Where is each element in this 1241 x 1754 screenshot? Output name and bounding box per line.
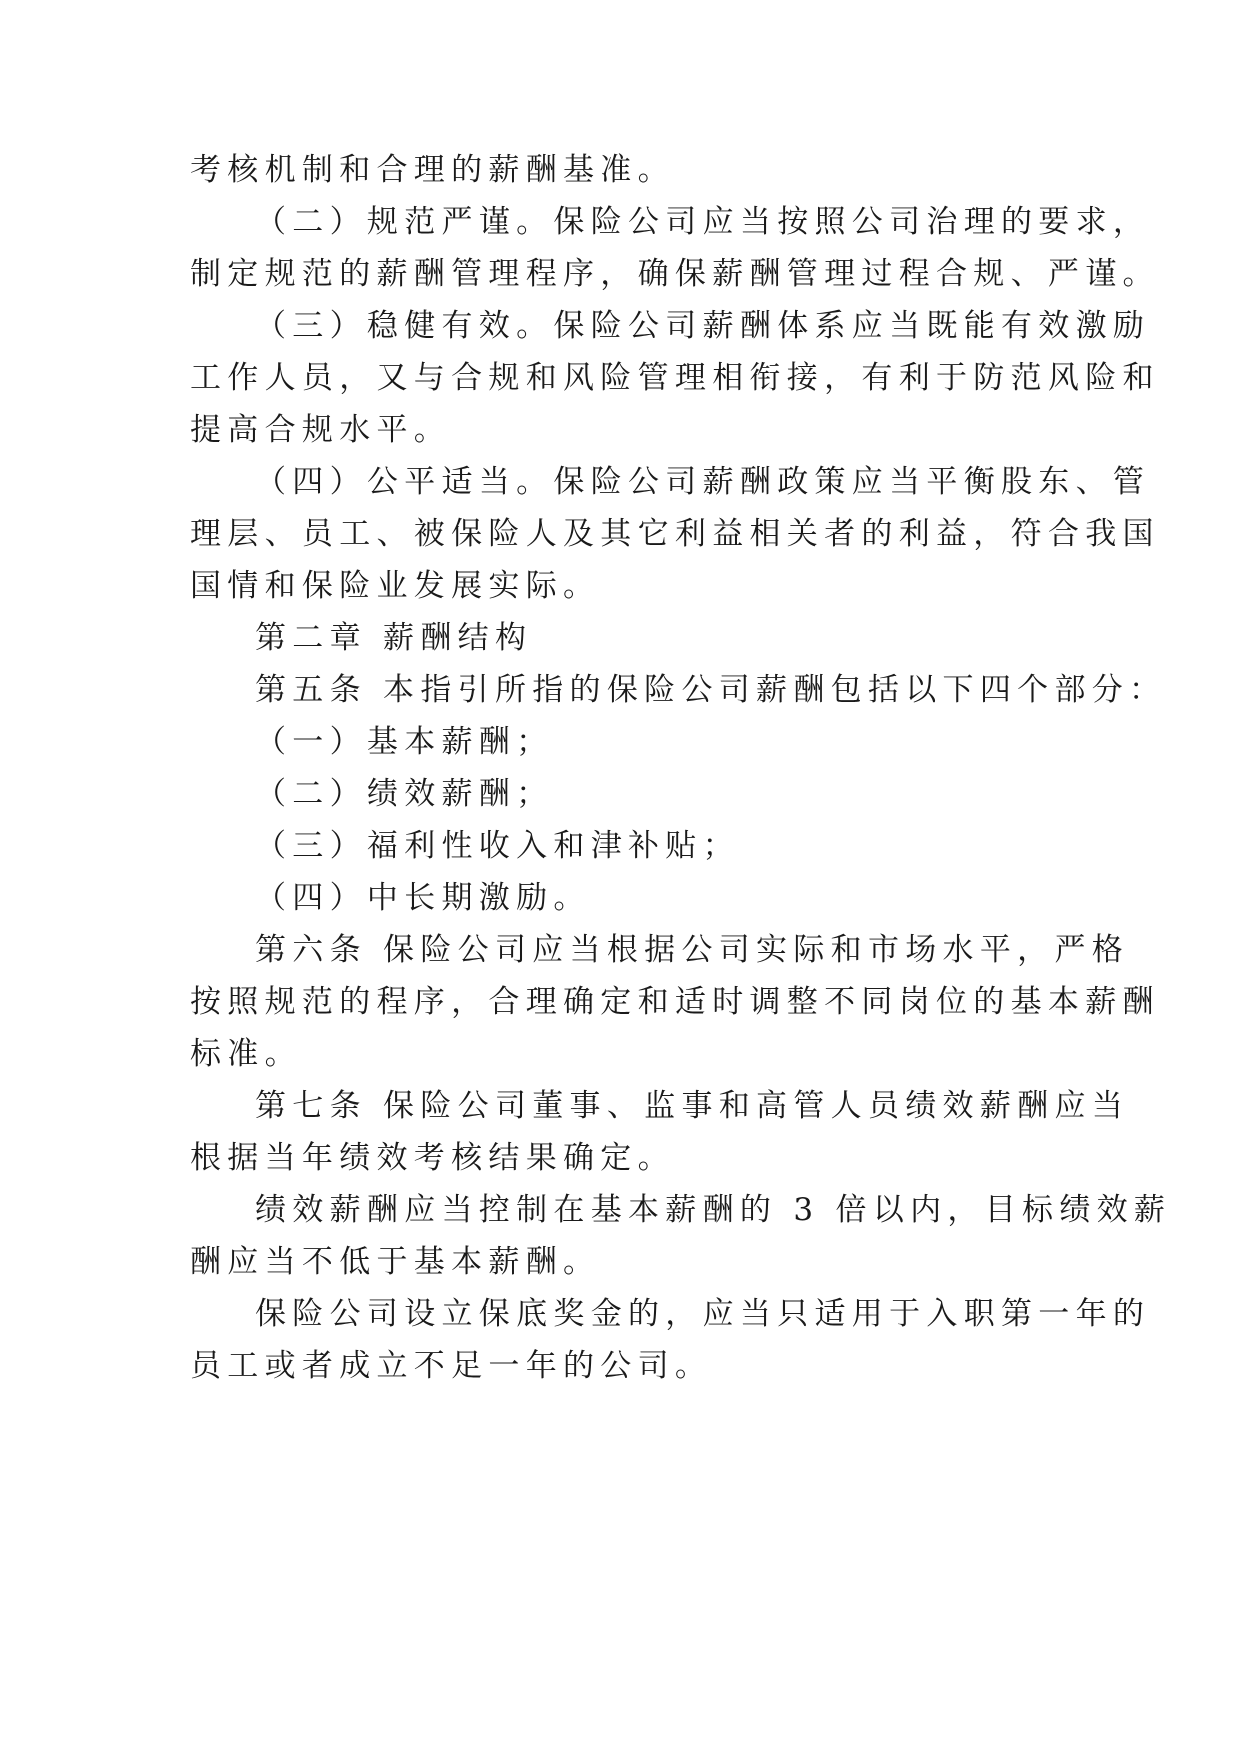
text-line: 根据当年绩效考核结果确定。 (190, 1140, 675, 1176)
text-line: 考核机制和合理的薪酬基准。 (190, 152, 675, 188)
text-line: （四）公平适当。保险公司薪酬政策应当平衡股东、管 (255, 464, 1151, 500)
text-line: 标准。 (190, 1036, 302, 1072)
article-heading: 第五条 本指引所指的保险公司薪酬包括以下四个部分： (255, 672, 1167, 708)
text-line: 第六条 保险公司应当根据公司实际和市场水平，严格 (255, 932, 1130, 968)
text-line: 员工或者成立不足一年的公司。 (190, 1348, 713, 1384)
text-line: 工作人员，又与合规和风险管理相衔接，有利于防范风险和 (190, 360, 1160, 396)
text-line: 理层、员工、被保险人及其它利益相关者的利益，符合我国 (190, 516, 1160, 552)
text-line: （二）规范严谨。保险公司应当按照公司治理的要求， (255, 204, 1151, 240)
list-item: （一）基本薪酬； (255, 724, 554, 760)
list-item: （四）中长期激励。 (255, 880, 591, 916)
text-line: 绩效薪酬应当控制在基本薪酬的 3 倍以内，目标绩效薪 (255, 1192, 1172, 1228)
list-item: （二）绩效薪酬； (255, 776, 554, 812)
text-line: 提高合规水平。 (190, 412, 452, 448)
text-line: 第七条 保险公司董事、监事和高管人员绩效薪酬应当 (255, 1088, 1130, 1124)
text-line: 保险公司设立保底奖金的，应当只适用于入职第一年的 (255, 1296, 1151, 1332)
text-line: （三）稳健有效。保险公司薪酬体系应当既能有效激励 (255, 308, 1151, 344)
list-item: （三）福利性收入和津补贴； (255, 828, 740, 864)
text-line: 酬应当不低于基本薪酬。 (190, 1244, 601, 1280)
chapter-heading: 第二章 薪酬结构 (255, 620, 533, 656)
text-line: 国情和保险业发展实际。 (190, 568, 601, 604)
text-line: 制定规范的薪酬管理程序，确保薪酬管理过程合规、严谨。 (190, 256, 1160, 292)
text-line: 按照规范的程序，合理确定和适时调整不同岗位的基本薪酬 (190, 984, 1160, 1020)
